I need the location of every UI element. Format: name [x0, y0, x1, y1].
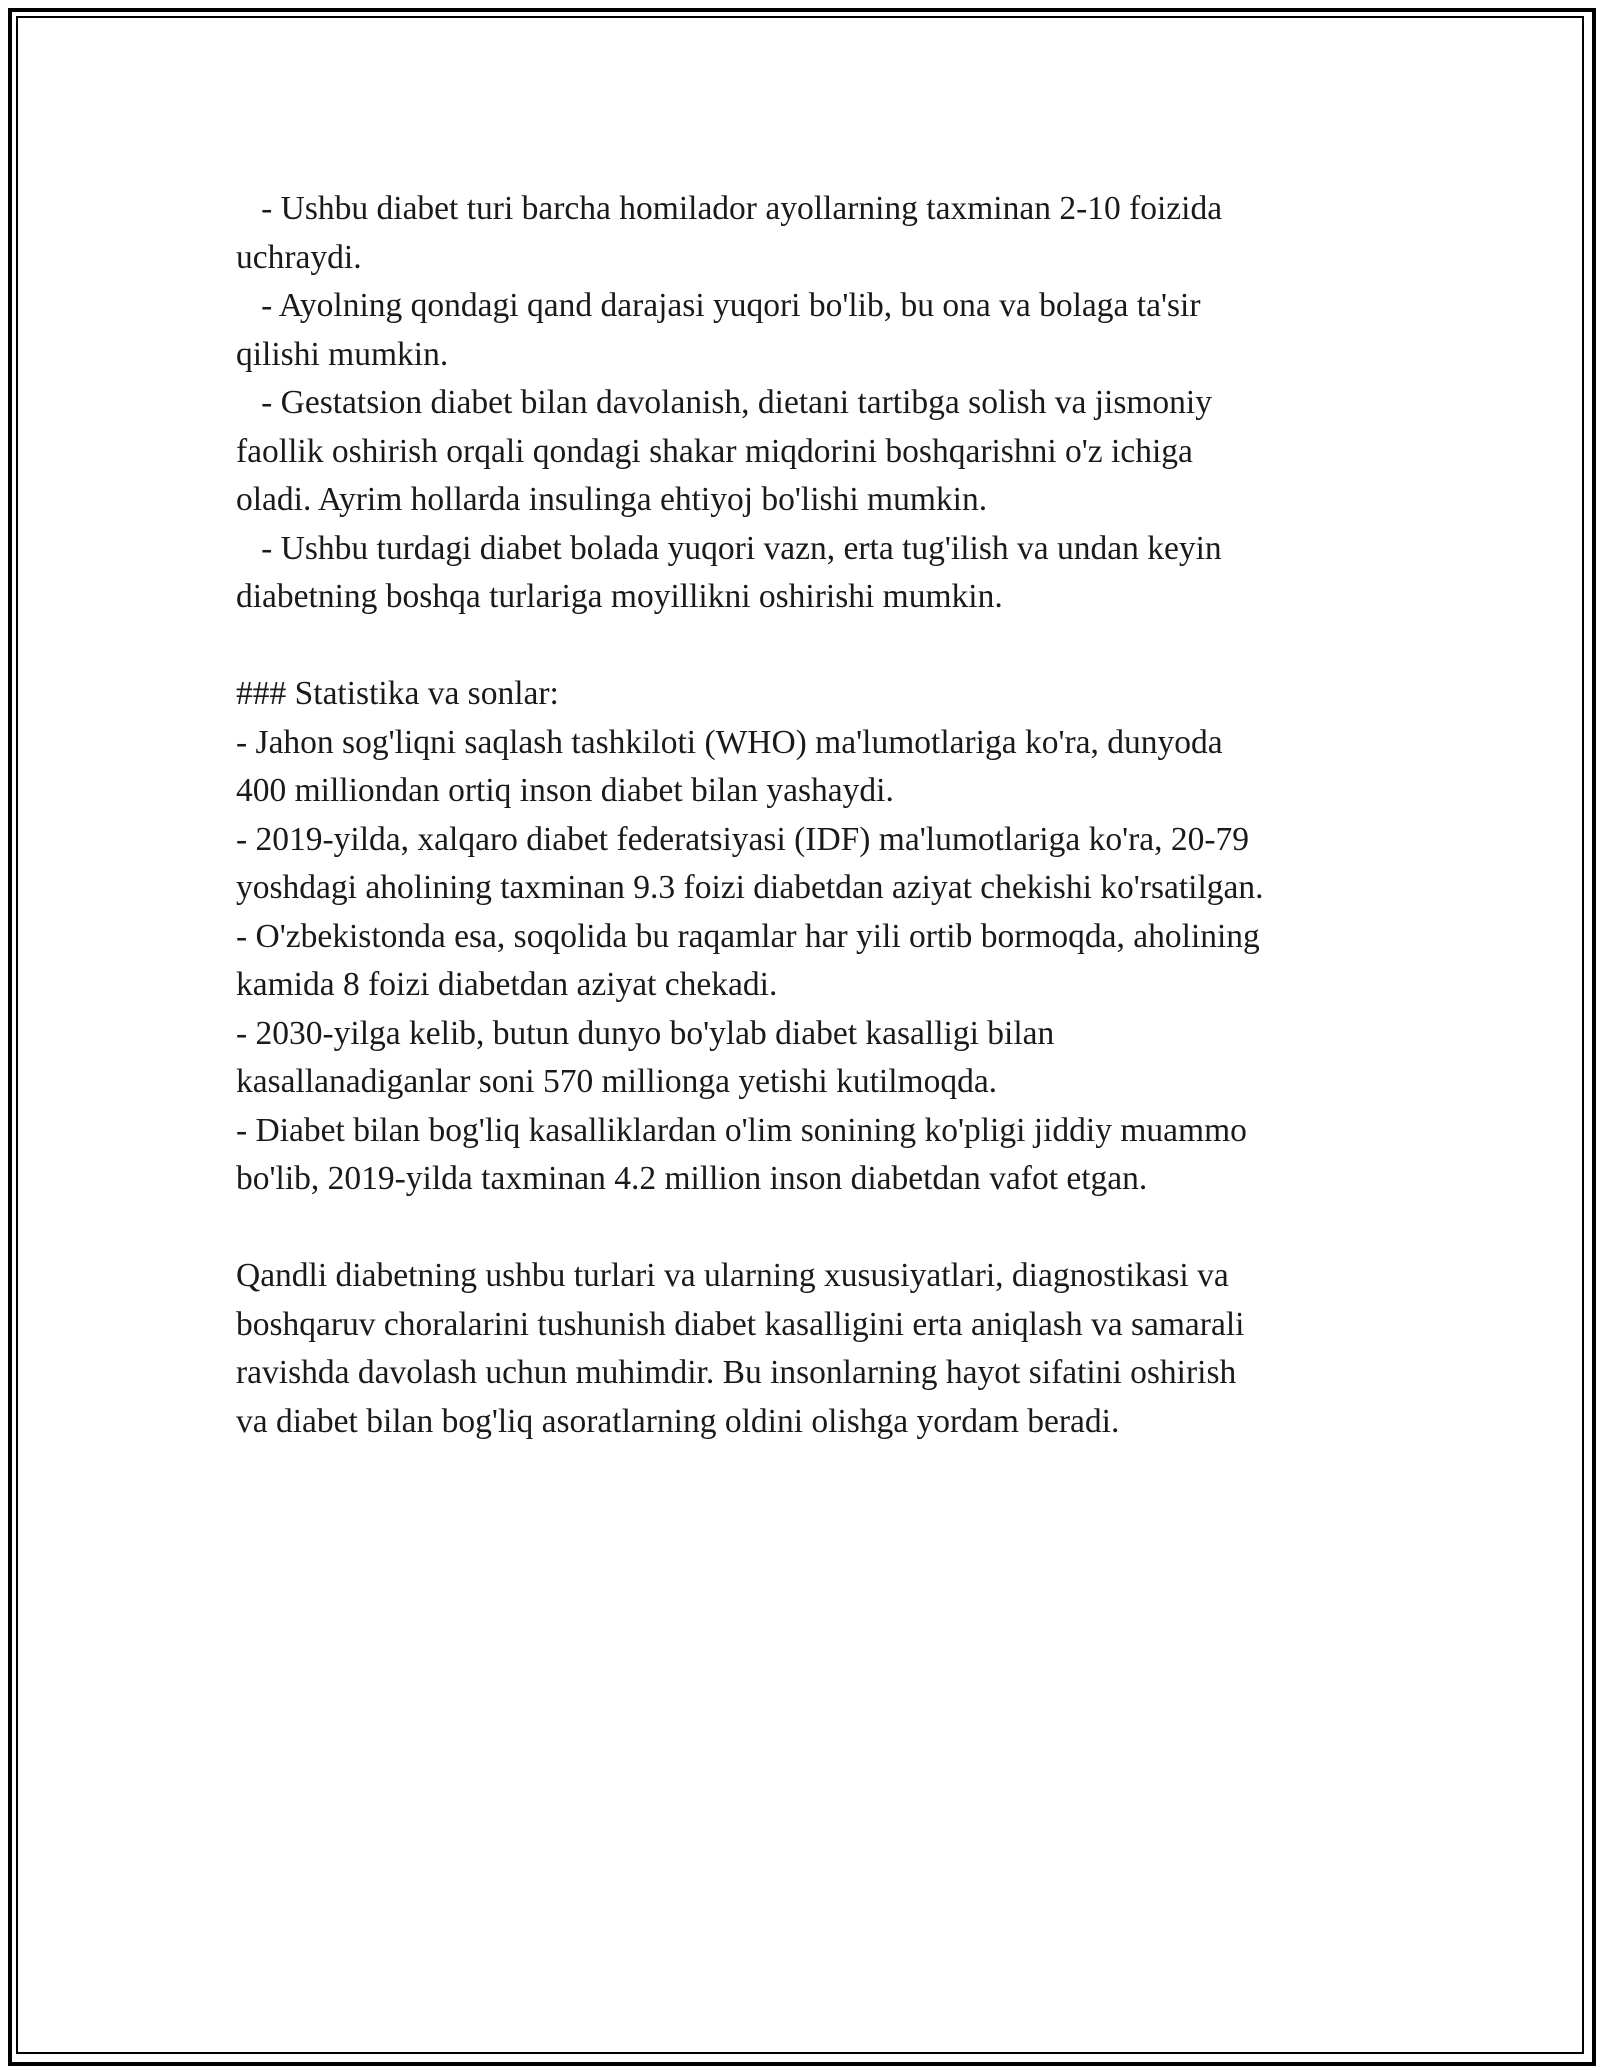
list-item: [236, 913, 1386, 1010]
text-line: oladi. Ayrim hollarda insulinga ehtiyoj bo'lishi mumkin.: [236, 481, 988, 518]
list-item: [236, 719, 1386, 816]
text-line: ravishda davolash uchun muhimdir. Bu insonlarning hayot sifatini oshirish: [236, 1354, 1237, 1391]
paragraph-spacer: [236, 1204, 1386, 1253]
list-item: [236, 185, 1386, 282]
text-line: - 2030-yilga kelib, butun dunyo bo'ylab diabet kasalligi bilan: [236, 1014, 1055, 1052]
text-line: - O'zbekistonda esa, soqolida bu raqamlar har yili ortib bormoqda, aholining: [236, 917, 1260, 955]
text-line: - 2019-yilda, xalqaro diabet federatsiyasi (IDF) ma'lumotlariga ko'ra, 20-79: [236, 820, 1250, 858]
list-item: [236, 525, 1386, 622]
paragraph-spacer: [236, 622, 1386, 671]
section-heading: ### Statistika va sonlar:: [236, 675, 559, 712]
text-line: - Ayolning qondagi qand darajasi yuqori bo'lib, bu ona va bolaga ta'sir: [236, 287, 1201, 324]
gestational-bullet-list: [236, 185, 1386, 622]
text-line: - Ushbu diabet turi barcha homilador ayollarning taxminan 2-10 foizida: [236, 190, 1223, 227]
text-line: bo'lib, 2019-yilda taxminan 4.2 million inson diabetdan vafot etgan.: [236, 1160, 1148, 1197]
list-item: [236, 379, 1386, 525]
text-line: kamida 8 foizi diabetdan aziyat chekadi.: [236, 966, 778, 1003]
text-line: - Ushbu turdagi diabet bolada yuqori vazn, erta tug'ilish va undan keyin: [236, 529, 1222, 567]
text-line: yoshdagi aholining taxminan 9.3 foizi diabetdan aziyat chekishi ko'rsatilgan.: [236, 869, 1264, 906]
text-line: - Jahon sog'liqni saqlash tashkiloti (WHO) ma'lumotlariga ko'ra, dunyoda: [236, 723, 1223, 761]
text-line: va diabet bilan bog'liq asoratlarning oldini olishga yordam beradi.: [236, 1402, 1120, 1440]
text-line: - Diabet bilan bog'liq kasalliklardan o'lim sonining ko'pligi jiddiy muammo: [236, 1111, 1247, 1149]
document-body: [236, 185, 1386, 1446]
text-line: boshqaruv choralarini tushunish diabet kasalligini erta aniqlash va samarali: [236, 1305, 1245, 1343]
text-line: 400 milliondan ortiq inson diabet bilan yashaydi.: [236, 772, 894, 809]
statistics-list: [236, 719, 1386, 1204]
list-item: [236, 1107, 1386, 1204]
text-line: qilishi mumkin.: [236, 335, 449, 373]
list-item: [236, 282, 1386, 379]
text-line: Qandli diabetning ushbu turlari va ularning xususiyatlari, diagnostikasi va: [236, 1257, 1229, 1294]
text-line: - Gestatsion diabet bilan davolanish, dietani tartibga solish va jismoniy: [236, 384, 1212, 421]
list-item: [236, 1010, 1386, 1107]
text-line: diabetning boshqa turlariga moyillikni oshirishi mumkin.: [236, 578, 1003, 615]
text-line: faollik oshirish orqali qondagi shakar miqdorini boshqarishni o'z ichiga: [236, 432, 1193, 470]
conclusion-paragraph: [236, 1252, 1386, 1446]
text-line: kasallanadiganlar soni 570 millionga yetishi kutilmoqda.: [236, 1063, 998, 1100]
text-line: uchraydi.: [236, 238, 362, 276]
list-item: [236, 816, 1386, 913]
